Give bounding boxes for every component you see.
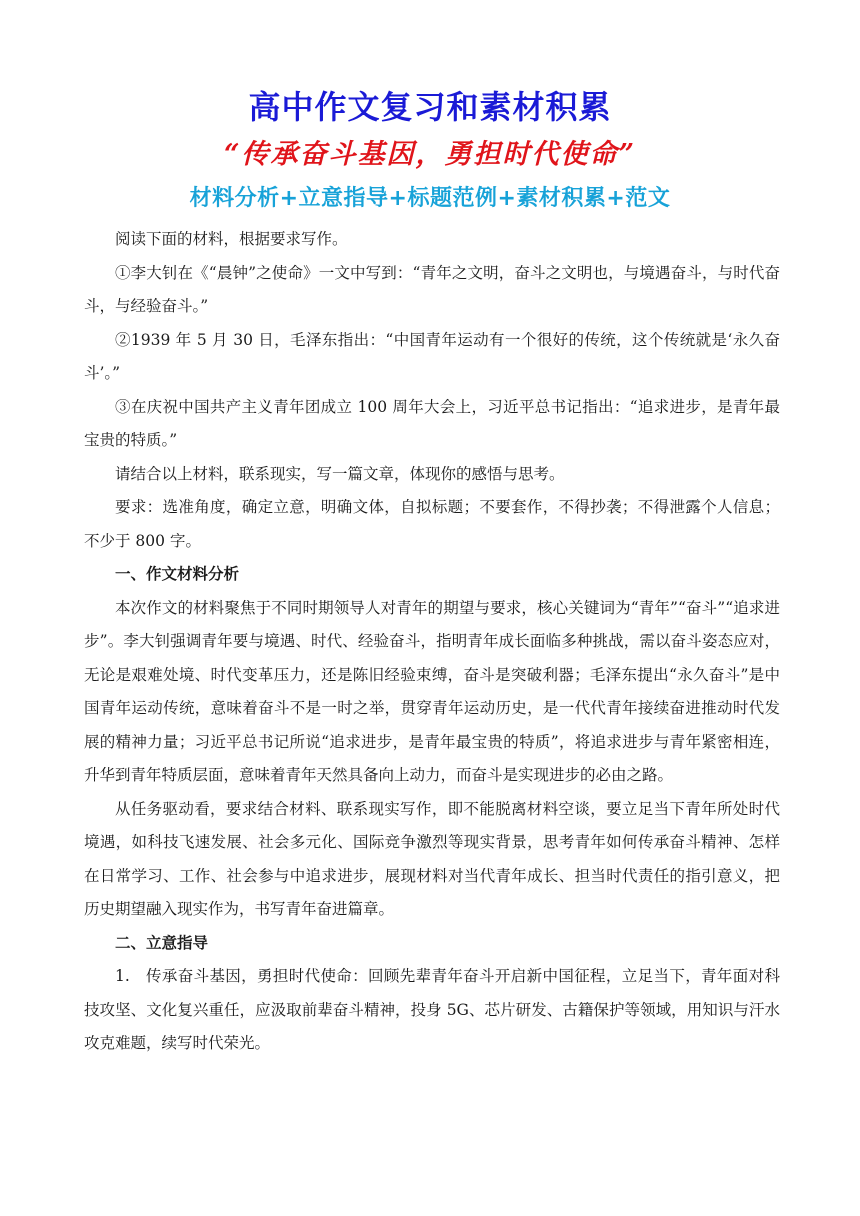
material-2: ②1939 年 5 月 30 日，毛泽东指出：“中国青年运动有一个很好的传统，这个传统就是‘永久奋斗’。” (84, 330, 780, 382)
intro-paragraph: 阅读下面的材料，根据要求写作。 (115, 230, 348, 248)
task-paragraph: 请结合以上材料，联系现实，写一篇文章，体现你的感悟与思考。 (115, 464, 565, 483)
material-3: ③在庆祝中国共产主义青年团成立 100 周年大会上，习近平总书记指出：“追求进步，是青年最宝贵的特质。” (84, 397, 780, 449)
theme-title: “传承奋斗基因，勇担时代使命” (223, 139, 637, 170)
main-title: 高中作文复习和素材积累 (248, 88, 612, 126)
requirements-paragraph: 要求：选准角度，确定立意，明确文体，自拟标题；不要套作，不得抄袭；不得泄露个人信息；不少于 800 字。 (84, 498, 780, 550)
guidance-item-1: 1. 传承奋斗基因，勇担时代使命：回顾先辈青年奋斗开启新中国征程，立足当下，青年面对科技攻坚、文化复兴重任，应汲取前辈奋斗精神，投身 5G、芯片研发、古籍保护等领域，用知识与汗水攻克难题，续写时代荣光。 (84, 967, 780, 1052)
analysis-paragraph-1: 本次作文的材料聚焦于不同时期领导人对青年的期望与要求，核心关键词为“青年”“奋斗”“追求进步”。李大钊强调青年要与境遇、时代、经验奋斗，指明青年成长面临多种挑战，需以奋斗姿态应对，无论是艰难处境、时代变革压力，还是陈旧经验束缚，奋斗是突破利器；毛泽东提出“永久奋斗”是中国青年运动传统，意味着奋斗不是一时之举，贯穿青年运动历史，是一代代青年接续奋进推动时代发展的精神力量；习近平总书记所说“追求进步，是青年最宝贵的特质”，将追求进步与青年紧密相连，升华到青年特质层面，意味着青年天然具备向上动力，而奋斗是实现进步的必由之路。 (84, 598, 780, 784)
section-heading-analysis: 一、作文材料分析 (115, 565, 240, 583)
analysis-paragraph-2: 从任务驱动看，要求结合材料、联系现实写作，即不能脱离材料空谈，要立足当下青年所处时代境遇，如科技飞速发展、社会多元化、国际竞争激烈等现实背景，思考青年如何传承奋斗精神、怎样在日常学习、工作、社会参与中追求进步，展现材料对当代青年成长、担当时代责任的指引意义，把历史期望融入现实作为，书写青年奋进篇章。 (84, 799, 780, 918)
section-heading-guidance: 二、立意指导 (115, 933, 209, 952)
document-body (84, 223, 780, 1061)
subtitle: 材料分析+立意指导+标题范例+素材积累+范文 (189, 186, 671, 211)
material-1: ①李大钊在《“晨钟”之使命》一文中写到：“青年之文明，奋斗之文明也，与境遇奋斗，与时代奋斗，与经验奋斗。” (84, 263, 780, 315)
